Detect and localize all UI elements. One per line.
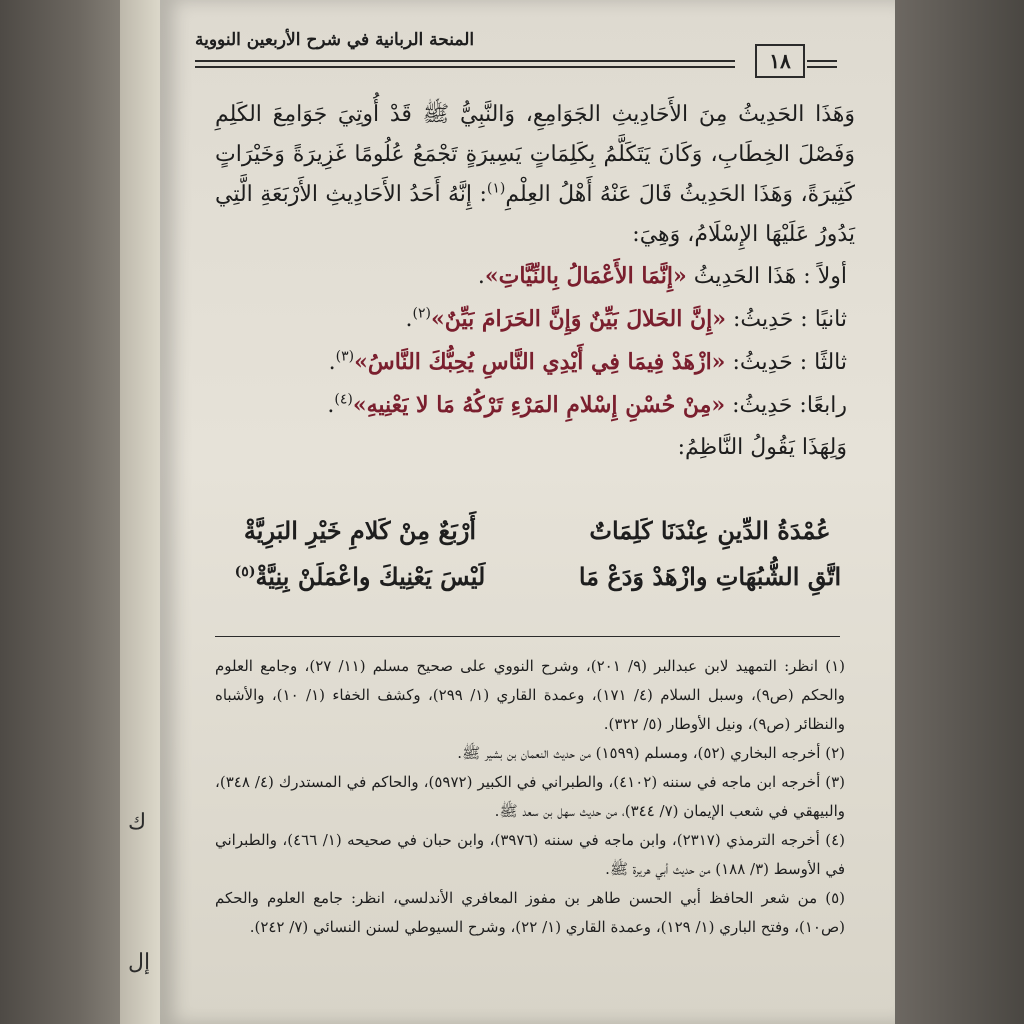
running-head: [195, 30, 855, 74]
hadith-quote: «ازْهَدْ فِيمَا فِي أَيْدِي النَّاسِ يُحِبُّكَ النَّاسُ»: [354, 349, 726, 375]
hadith-quote: «مِنْ حُسْنِ إِسْلامِ المَرْءِ تَرْكُهُ مَا لا يَعْنِيهِ»: [352, 392, 726, 418]
hemistich-second: أَرْبَعٌ مِنْ كَلامِ خَيْرِ البَرِيَّةْ: [243, 516, 477, 545]
background-right: [894, 0, 1024, 1024]
footnote-ref: (٣): [335, 348, 355, 365]
footnote: (٤) أخرجه الترمذي (٢٣١٧)، وابن ماجه في سننه (٣٩٧٦)، وابن حبان في صحيحه (١/ ٤٦٦)، والطبراني في الأوسط (٣/ ١٨٨) من حديث أبي هريرة ﷺ.: [215, 831, 845, 878]
footnote-divider: [215, 636, 840, 637]
poem: [215, 508, 855, 600]
footnote-ref: (١): [486, 180, 506, 197]
facing-page-text: ك: [128, 810, 147, 835]
main-text: [215, 95, 855, 469]
background-left: [0, 0, 130, 1024]
list-item: أولاً : هَذَا الحَدِيثُ «إِنَّمَا الأَعْمَالُ بِالنِّيَّاتِ».: [477, 263, 847, 289]
hemistich-first: عُمْدَةُ الدِّينِ عِنْدَنَا كَلِمَاتٌ: [589, 516, 831, 545]
page-number: ١٨: [755, 44, 805, 78]
footnote: (٥) من شعر الحافظ أبي الحسن طاهر بن مفوز المعافري الأندلسي، انظر: جامع العلوم والحكم (ص١٠)، وفتح الباري (١/ ١٢٩)، وعمدة القاري (١/ ٢٢)، وشرح السيوطي لسنن النسائي (٧/ ٢٤٢).: [215, 889, 845, 936]
hemistich-first: اتَّقِ الشُّبُهَاتِ وازْهَدْ وَدَعْ مَا: [578, 562, 842, 591]
footnote: (١) انظر: التمهيد لابن عبدالبر (٩/ ٢٠١)، وشرح النووي على صحيح مسلم (١١/ ٢٧)، وجامع العلوم والحكم (ص٩)، وسبل السلام (٤/ ١٧١)، وعمدة القاري (١/ ٢٩٩)، وكشف الخفاء (١/ ١٠)، والأشباه والنظائر (ص٩)، ونيل الأوطار (٥/ ٣٢٢).: [215, 657, 846, 733]
list-item: ثالثًا : حَدِيثُ: «ازْهَدْ فِيمَا فِي أَيْدِي النَّاسِ يُحِبُّكَ النَّاسُ»$^{(٣)}$.: [328, 348, 847, 375]
page-number-rule: [807, 60, 837, 68]
hadith-quote: «إِنَّمَا الأَعْمَالُ بِالنِّيَّاتِ»: [484, 263, 687, 289]
list-item: رابعًا: حَدِيثُ: «مِنْ حُسْنِ إِسْلامِ المَرْءِ تَرْكُهُ مَا لا يَعْنِيهِ»$^{(٤)}$.: [327, 391, 847, 418]
running-head-title: المنحة الربانية في شرح الأربعين النووية: [195, 30, 475, 50]
poem-verse: [215, 554, 855, 600]
footnote: (٢) أخرجه البخاري (٥٢)، ومسلم (١٥٩٩) من حديث النعمان بن بشير ﷺ.: [457, 744, 845, 762]
intro-paragraph: وَهَذَا الحَدِيثُ مِنَ الأَحَادِيثِ الجَوَامِعِ، وَالنَّبِيُّ ﷺ قَدْ أُوتِيَ جَوَامِعَ الكَلِمِ وَفَصْلَ الخِطَابِ، وَكَانَ يَتَكَلَّمُ بِكَلِمَاتٍ يَسِيرَةٍ تَجْمَعُ عُلُومًا غَزِيرَةً وَخَيْرَاتٍ كَثِيرَةً، وَهَذَا الحَدِيثُ قَالَ عَنْهُ أَهْلُ العِلْمِ$^{(١)}$: إِنَّهُ أَحَدُ الأَحَادِيثِ الأَرْبَعَةِ الَّتِي يَدُورُ عَلَيْهَا الإِسْلَامُ، وَهِيَ:: [215, 102, 855, 247]
poem-verse: [215, 508, 855, 554]
footnotes: [215, 652, 845, 942]
poem-intro: وَلِهَذَا يَقُولُ النَّاظِمُ:: [677, 435, 847, 460]
footnote: (٣) أخرجه ابن ماجه في سننه (٤١٠٢)، والطبراني في الكبير (٥٩٧٢)، والحاكم في المستدرك (٤/ ٣٤٨)، والبيهقي في شعب الإيمان (٧/ ٣٤٤)، من حديث سهل بن سعد ﷺ.: [215, 773, 846, 820]
footnote-ref: (٤): [334, 391, 353, 408]
hemistich-second: لَيْسَ يَعْنِيكَ واعْمَلَنْ بِنِيَّةْ$^{(٥)}$: [234, 562, 486, 591]
hadith-quote: «إِنَّ الحَلالَ بَيِّنٌ وَإِنَّ الحَرَامَ بَيِّنٌ»: [431, 306, 727, 332]
footnote-ref: (٥): [234, 564, 256, 580]
list-item: ثانيًا : حَدِيثُ: «إِنَّ الحَلالَ بَيِّنٌ وَإِنَّ الحَرَامَ بَيِّنٌ»$^{(٢)}$.: [405, 305, 847, 332]
page-content: [195, 0, 855, 1024]
facing-page-text: إل: [128, 950, 151, 975]
footnote-ref: (٢): [412, 305, 432, 322]
running-head-rule: [195, 60, 735, 68]
